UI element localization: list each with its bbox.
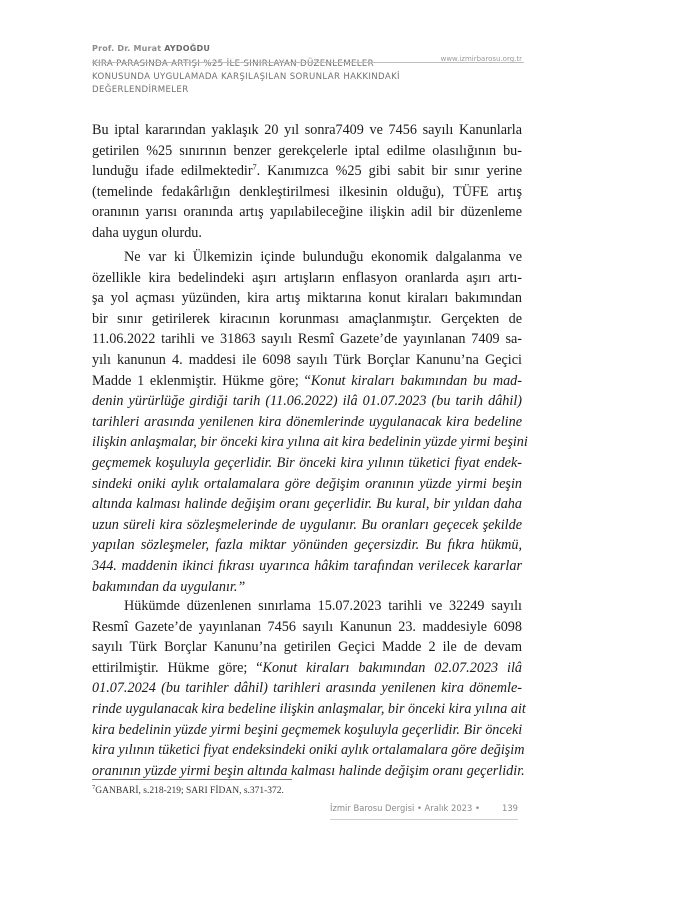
quote-line: oranının yüzde yirmi beşin altında kalması halinde değişim oranı geçerlidir. (92, 762, 525, 779)
article-title-line-1: KIRA PARASINDA ARTIŞI %25 İLE SINIRLAYAN DÜZENLEMELER (92, 59, 374, 69)
text-line: bir sınır getirilerek kiracının korunması amaçlanmıştır. Gerçekten de (92, 310, 522, 327)
footer-divider (330, 819, 518, 820)
quote-line: 01.07.2024 (bu tarihler dâhil) tarihleri arasında yenilenen kira dönemle- (92, 680, 522, 697)
text-line: (temelinde fedakârlığın denkleştirilmesi ilkesinin olduğu), TÜFE artış (92, 183, 522, 200)
website-url: www.izmirbarosu.org.tr (440, 55, 522, 63)
footnote (92, 783, 284, 796)
text-fragment: Madde 1 eklenmiştir. Hükme göre; “ (92, 372, 311, 389)
quote-line: geçmemek koşuluyla geçerlidir. Bir önceki kira yılının tüketici fiyat endek- (92, 454, 522, 471)
text-line: yılı kanunun 4. maddesi ile 6098 sayılı Türk Borçlar Kanunu’na Geçici (92, 351, 522, 368)
paragraph-1 (92, 120, 522, 244)
footnote-ref: 7 (252, 162, 257, 172)
text-line: daha uygun olurdu. (92, 224, 202, 241)
author-prefix: Prof. Dr. Murat (92, 44, 165, 53)
quote-line: sindeki oniki aylık ortalamalara göre değişim oranının yüzde yirmi beşin (92, 475, 522, 492)
article-title-line-3: DEĞERLENDİRMELER (92, 85, 189, 95)
running-header (92, 44, 532, 97)
paragraph-3 (92, 596, 526, 781)
text-line: şa yol açması yüzünden, kira artış miktarına konut kiraları bakımından (92, 290, 522, 307)
text-line: Ne var ki Ülkemizin içinde bulunduğu ekonomik dalgalanma ve (124, 249, 522, 265)
journal-name: İzmir Barosu Dergisi • Aralık 2023 • (330, 803, 480, 813)
quote-line: rinde uygulanacak kira bedeline ilişkin anlaşmalar, bir önceki kira yılına ait (92, 700, 526, 717)
text-line (92, 161, 522, 182)
quote-line: ilişkin anlaşmalar, bir önceki kira yılına ait kira bedelinin yüzde yirmi beşini (92, 434, 528, 451)
text-line: Bu iptal kararından yaklaşık 20 yıl sonra7409 ve 7456 sayılı Kanunlarla (92, 122, 522, 138)
page-number: 139 (502, 803, 518, 813)
text-line: oranının yarısı oranında artış yapılabileceğine ilişkin adil bir düzenleme (92, 204, 522, 221)
text-line (92, 371, 522, 392)
quote-line: 344. maddenin ikinci fıkrası uyarınca hâkim tarafından verilecek kararlar (92, 557, 522, 574)
footnote-divider (92, 779, 292, 780)
text-line: özellikle kira bedelindeki aşırı artışların enflasyon oranlarda aşırı artı- (92, 269, 522, 286)
text-line: 11.06.2022 tarihli ve 31863 sayılı Resmî Gazete’de yayınlanan 7409 sa- (92, 331, 522, 348)
text-fragment: lunduğu ifade edilmektedir (92, 163, 253, 180)
footnote-text: GANBARİ, s.218-219; SARI FİDAN, s.371-372. (95, 786, 284, 796)
article-title-line-2: KONUSUNDA UYGULAMADA KARŞILAŞILAN SORUNLAR HAKKINDAKİ (92, 72, 400, 82)
text-line (92, 658, 522, 679)
author-name (92, 44, 532, 53)
text-line: Resmî Gazete’de yayınlanan 7456 sayılı Kanunun 23. maddesiyle 6098 (92, 618, 522, 635)
quote-line: bakımından da uygulanır.” (92, 578, 246, 595)
quote-line: uzun süreli kira sözleşmelerinde de uygulanır. Bu oranları geçecek şekilde (92, 516, 522, 533)
text-line: getirilen %25 sınırının benzer gerekçelerle iptal edilme olasılığının bu- (92, 142, 522, 159)
quote-fragment: Konut kiraları bakımından bu mad- (310, 372, 522, 389)
quote-line: kira yılının tüketici fiyat endeksindeki oniki aylık ortalamalara göre değişim (92, 742, 525, 759)
quote-fragment: Konut kiraları bakımından 02.07.2023 ilâ (262, 659, 522, 676)
text-fragment: ettirilmiştir. Hükme göre; “ (92, 659, 263, 676)
quote-line: tarihleri arasında yenilenen kira dönemlerinde uygulanacak kira bedeline (92, 413, 522, 430)
author-surname: AYDOĞDU (164, 44, 211, 53)
header-divider (92, 62, 524, 63)
page-footer (330, 803, 518, 813)
footnote-marker: 7 (92, 783, 96, 791)
text-line: Hükümde düzenlenen sınırlama 15.07.2023 tarihli ve 32249 sayılı (124, 598, 522, 614)
text-fragment: . Kanımızca %25 gibi sabit bir sınır yerine (256, 163, 522, 180)
quote-line: denin yürürlüğe girdiği tarih (11.06.2022) ilâ 01.07.2023 (bu tarih dâhil) (92, 393, 522, 410)
text-line: sayılı Türk Borçlar Kanunu’na getirilen Geçici Madde 2 ile de devam (92, 639, 522, 656)
quote-line: altında kalması halinde değişim oranı geçerlidir. Bu kural, bir yıldan daha (92, 496, 522, 513)
paragraph-2 (92, 247, 528, 597)
quote-line: kira bedelinin yüzde yirmi beşini geçmemek koşuluyla geçerlidir. Bir önceki (92, 721, 523, 738)
quote-line: yapılan sözleşmeler, fazla miktar yönünden geçersizdir. Bu fıkra hükmü, (92, 537, 522, 554)
